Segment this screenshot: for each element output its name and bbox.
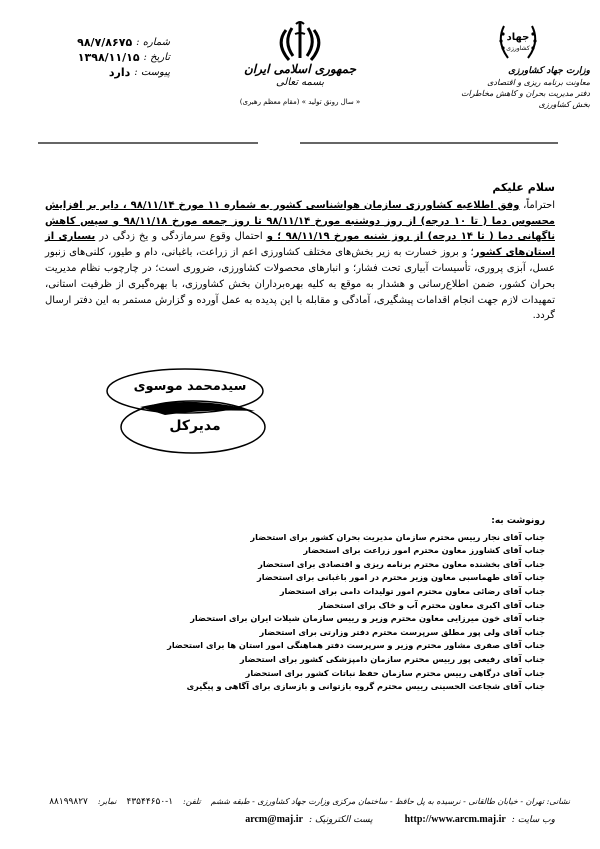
iran-emblem-icon (275, 18, 325, 64)
cc-item: جناب آقای بخشنده معاون محترم برنامه ریزی و اقتصادی برای استحضار (258, 558, 545, 569)
footer-address-row (10, 793, 570, 811)
letter-number-value: ۹۸/۷/۸۶۷۵ (77, 36, 133, 49)
cc-item: جناب آقای کشاورز معاون محترم امور زراعت برای استحضار (303, 545, 545, 556)
cc-item: جناب آقای صفری مشاور محترم وزیر و سرپرست دفتر هماهنگی امور استان ها برای استحضار (167, 640, 545, 651)
letter-paragraph (45, 198, 555, 324)
logo-text-bottom: کشاورزی (506, 45, 530, 52)
ministry-line: بخش کشاورزی (538, 100, 590, 109)
signatory-name: سیدمحمد موسوی (133, 379, 247, 394)
website-label: وب سایت : (511, 815, 555, 825)
ministry-block (420, 66, 590, 110)
attachment-row (50, 65, 170, 80)
cc-item: جناب آقای شجاعت الحسینی رییس محترم گروه بازتوانی و بازسازی برای آگاهی و پیگیری (186, 681, 545, 692)
year-slogan: « سال رونق تولید » (مقام معظم رهبری) (239, 98, 361, 106)
cc-item: جناب آقای رضائی معاون محترم امور تولیدات دامی برای استحضار (279, 585, 545, 596)
cc-title: رونوشت به: (491, 516, 545, 526)
fax-label: نمابر: (97, 797, 117, 806)
greeting: سلام علیکم (492, 181, 555, 194)
footer-web-row (10, 811, 555, 829)
logo-text-top: جهاد (506, 32, 530, 43)
signatory-title: مدیرکل (169, 418, 221, 434)
letter-meta (50, 35, 170, 80)
signature-stamp (85, 365, 300, 460)
letter-text: ؛ و بروز خسارت به زیر بخش‌های مختلف کشاورزی اعم از زراعت، باغبانی، دام و طیور، کلنی‌های زنبور عسل، آبزی پروری، تأسیسات آبیاری تحت فشار؛ و انبارهای محصولات کشاورزی، ضروری است؛ در چارچوب نظام مدیریت بحران کشور، ضمن اطلاع‌رسانی و هشدار به موقع به کلیه بهره‌برداران بخش کشاورزی، با بهره‌گیری از ظرفیت استانی، تمهیدات لازم جهت انجام اقدامات پیشگیری، آمادگی و مقابله با این پدیده به عمل آورده و گزارش مستمر به این دفتر ارسال گردد. (45, 247, 555, 322)
header-divider (38, 142, 258, 144)
phone-label: تلفن: (183, 797, 201, 806)
bismillah: بسمه تعالی (275, 77, 325, 88)
cc-list (167, 515, 545, 694)
cc-item: جناب آقای طهماسبی معاون وزیر محترم در امور باغبانی برای استحضار (257, 572, 545, 583)
letter-footer (10, 793, 570, 829)
ministry-line: وزارت جهاد کشاورزی (508, 66, 590, 76)
ministry-line: دفتر مدیریت بحران و کاهش مخاطرات (461, 89, 590, 98)
attachment-value: دارد (108, 66, 131, 79)
cc-item: جناب آقای اکبری معاون محترم آب و خاک برای استحضار (318, 599, 545, 610)
website-link[interactable]: http://www.arcm.maj.ir (404, 814, 506, 825)
letter-date-label: تاریخ : (143, 52, 170, 63)
letter-number-label: شماره : (136, 37, 170, 48)
letter-text: احتمال وقوع سرمازدگی و یخ زدگی در (99, 231, 263, 243)
letter-date-row (50, 50, 170, 65)
phone-value: ۴۳۵۴۴۶۵۰-۱ (126, 797, 174, 807)
provinces-emphasis: بسیاری از استان‌های کشور (45, 231, 555, 259)
announcement-reference: وفق اطلاعیه کشاورزی سازمان هواشناسی کشور به شماره ۱۱ مورخ ۹۸/۱۱/۱۴ ، دایر بر افزایش محسوس دما ( تا ۱۰ درجه) از روز دوشنبه مورخ ۹۸/۱۱/۱۴ تا روز جمعه مورخ ۹۸/۱۱/۱۸ و سپس کاهش ناگهانی دما ( تا ۱۴ درجه) از روز شنبه مورخ ۹۸/۱۱/۱۹ ؛ و (45, 199, 555, 243)
letter-body (45, 180, 555, 324)
salutation-prefix: احتراماً، (523, 199, 556, 211)
cc-item: جناب آقای نجار رییس محترم سازمان مدیریت بحران کشور برای استحضار (250, 531, 545, 542)
cc-item: جناب آقای درگاهی رییس محترم سازمان حفظ نباتات کشور برای استحضار (245, 667, 545, 678)
ministry-line: معاونت برنامه ریزی و اقتصادی (487, 78, 590, 87)
letter-number-row (50, 35, 170, 50)
letter-date-value: ۱۳۹۸/۱۱/۱۵ (77, 51, 140, 64)
footer-address: نشانی: تهران - خیابان طالقانی - نرسیده به پل حافظ - ساختمان مرکزی وزارت جهاد کشاورزی - طبقه ششم (210, 797, 570, 806)
cc-item: جناب آقای خون میرزایی معاون محترم وزیر و رییس سازمان شیلات ایران برای استحضار (190, 613, 545, 624)
cc-item: جناب آقای ولی پور مطلق سرپرست محترم دفتر وزارتی برای استحضار (259, 626, 545, 637)
cc-item: جناب آقای رفیعی پور رییس محترم سازمان دامپزشکی کشور برای استحضار (239, 653, 545, 664)
email-link[interactable]: arcm@maj.ir (245, 814, 303, 825)
header-divider (300, 142, 558, 144)
attachment-label: پیوست : (134, 67, 170, 78)
email-label: پست الکترونیک : (308, 815, 373, 825)
republic-title: جمهوری اسلامی ایران (243, 62, 357, 76)
jahad-keshavarzi-logo (496, 20, 540, 62)
fax-value: ۸۸۱۹۹۸۲۷ (49, 797, 88, 807)
republic-title-block (230, 63, 370, 89)
